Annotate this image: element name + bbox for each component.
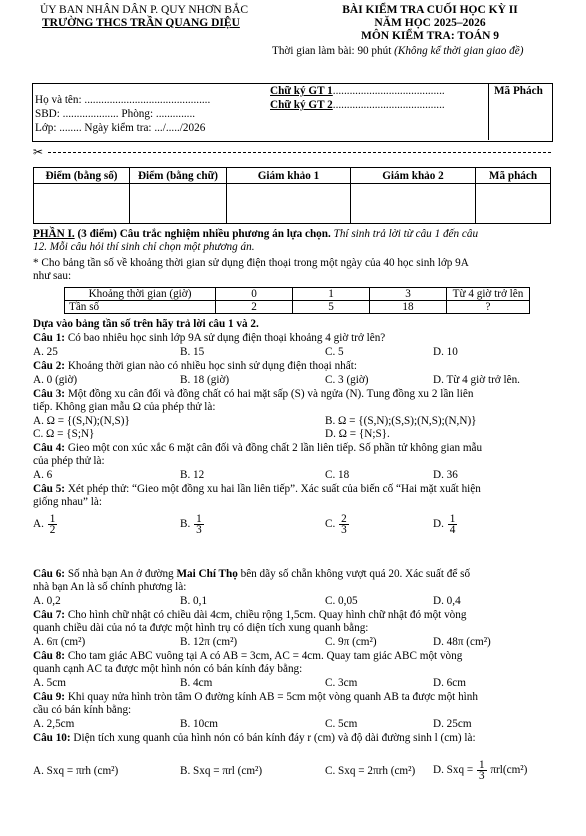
part1-intro-cont: như sau:	[33, 270, 72, 282]
freq-header-0: 0	[216, 288, 293, 301]
q8-label: Câu 8:	[33, 650, 66, 662]
question-2	[33, 360, 357, 373]
question-5	[33, 483, 481, 496]
q10-option-a[interactable]: A. Sxq = πrh (cm²)	[33, 765, 119, 777]
q5-d-num: 1	[449, 513, 456, 525]
freq-header-4plus: Từ 4 giờ trở lên	[447, 288, 530, 301]
signature-1[interactable]	[270, 85, 445, 97]
q3-option-a[interactable]: A. Ω = {(S,N);(N,S)}	[33, 415, 130, 427]
signature-1-label: Chữ ký GT 1	[270, 85, 333, 97]
signature-2-label: Chữ ký GT 2	[270, 99, 333, 111]
signature-2[interactable]	[270, 99, 445, 111]
q8-option-c[interactable]: C. 3cm	[325, 677, 358, 689]
freq-header-label: Khoảng thời gian (giờ)	[65, 288, 216, 301]
score-words-header: Điểm (bằng chữ)	[130, 168, 227, 184]
q3-option-b[interactable]: B. Ω = {(S,N);(S,S);(N,S);(N,N)}	[325, 415, 477, 427]
q5-b-letter: B.	[180, 518, 191, 531]
score-table	[33, 167, 551, 224]
q7-option-c[interactable]: C. 9π (cm²)	[325, 636, 377, 648]
q10-d-prefix: D. Sxq =	[433, 764, 474, 777]
examiner-2-header: Giám khảo 2	[351, 168, 476, 184]
q2-text: Khoảng thời gian nào có nhiều học sinh sử dụng điện thoại nhất:	[67, 360, 357, 372]
part1-heading	[33, 228, 478, 241]
question-9	[33, 691, 478, 704]
q8-text: Cho tam giác ABC vuông tại A có AB = 3cm, AC = 4cm. Quay tam giác ABC một vòng	[67, 650, 463, 662]
score-words-cell[interactable]	[130, 184, 227, 224]
q3-label: Câu 3:	[33, 388, 66, 400]
question-3	[33, 388, 473, 401]
q9-option-d[interactable]: D. 25cm	[433, 718, 472, 730]
question-4	[33, 442, 482, 455]
question-8	[33, 650, 462, 663]
q5-d-fraction	[448, 514, 458, 535]
q2-option-b[interactable]: B. 18 (giờ)	[180, 374, 230, 386]
q10-d-suffix: πrl(cm²)	[490, 764, 528, 777]
code-cell[interactable]	[476, 184, 551, 224]
q4-text: Gieo một con xúc xắc 6 mặt cân đối và đồng chất 2 lần liên tiếp. Số phần tử không gian mẫu	[67, 442, 483, 454]
q9-text-cont: cầu có bán kính bằng:	[33, 704, 132, 716]
q3-option-d[interactable]: D. Ω = {N;S}.	[325, 428, 390, 440]
freq-value-4plus: ?	[447, 301, 530, 314]
q6-option-c[interactable]: C. 0,05	[325, 595, 358, 607]
name-field[interactable]: Họ và tên: .............................................	[35, 94, 211, 106]
q9-option-a[interactable]: A. 2,5cm	[33, 718, 75, 730]
sbd-room-field[interactable]: SBD: .................... Phòng: ..............	[35, 108, 196, 120]
q1-label: Câu 1:	[33, 332, 66, 344]
q1-option-b[interactable]: B. 15	[180, 346, 205, 358]
q7-text: Cho hình chữ nhật có chiều dài 4cm, chiều rộng 1,5cm. Quay hình chữ nhật đó một vòng	[67, 609, 467, 621]
q6-option-a[interactable]: A. 0,2	[33, 595, 61, 607]
q5-a-letter: A.	[33, 518, 44, 531]
q9-option-b[interactable]: B. 10cm	[180, 718, 218, 730]
q1-option-c[interactable]: C. 5	[325, 346, 344, 358]
signature-2-dots: ........................................	[332, 99, 445, 111]
q6-option-b[interactable]: B. 0,1	[180, 595, 208, 607]
q6-text-cont: nhà bạn An là số chính phương là:	[33, 581, 187, 593]
examiner-2-cell[interactable]	[351, 184, 476, 224]
q4-option-c[interactable]: C. 18	[325, 469, 350, 481]
scissors-icon: ✂	[33, 145, 44, 159]
q5-text-cont: giống nhau” là:	[33, 496, 102, 508]
q8-option-a[interactable]: A. 5cm	[33, 677, 66, 689]
examiner-1-header: Giám khảo 1	[227, 168, 351, 184]
q6-label: Câu 6:	[33, 568, 66, 580]
q2-option-c[interactable]: C. 3 (giờ)	[325, 374, 369, 386]
freq-header-3: 3	[370, 288, 447, 301]
q5-option-c[interactable]	[325, 514, 350, 535]
q6-street: Mai Chí Thọ	[176, 568, 238, 580]
freq-header-1: 1	[293, 288, 370, 301]
q4-text-cont: của phép thử là:	[33, 455, 105, 467]
q9-option-c[interactable]: C. 5cm	[325, 718, 358, 730]
q4-label: Câu 4:	[33, 442, 66, 454]
q4-option-d[interactable]: D. 36	[433, 469, 458, 481]
school-year: NĂM HỌC 2025–2026	[374, 17, 486, 29]
q5-a-num: 1	[49, 513, 56, 525]
q6-text-post: bên dãy số chẵn không vượt quá 20. Xác suất để số	[237, 568, 471, 580]
q3-option-c[interactable]: C. Ω = {S;N}	[33, 428, 95, 440]
q5-a-den: 2	[49, 524, 56, 536]
authority: ỦY BAN NHÂN DÂN P. QUY NHƠN BẮC	[40, 4, 249, 16]
q5-c-letter: C.	[325, 518, 336, 531]
score-number-header: Điểm (bằng số)	[34, 168, 130, 184]
q10-option-d[interactable]	[433, 760, 527, 781]
part1-instruction: Thí sinh trả lời từ câu 1 đến câu	[333, 228, 479, 240]
q10-d-den: 3	[479, 770, 485, 782]
q10-d-num: 1	[479, 759, 485, 771]
q7-option-d[interactable]: D. 48π (cm²)	[433, 636, 491, 648]
q9-text: Khi quay nửa hình tròn tâm O đường kính AB = 5cm một vòng quanh AB ta được một hình	[67, 691, 478, 703]
subject: MÔN KIỂM TRA: TOÁN 9	[360, 30, 499, 42]
q2-label: Câu 2:	[33, 360, 66, 372]
freq-row-label: Tần số	[65, 301, 216, 314]
duration	[272, 45, 523, 57]
signature-1-dots: ........................................	[332, 85, 445, 97]
q1-text: Có bao nhiêu học sinh lớp 9A sử dụng điện thoại khoảng 4 giờ trở lên?	[67, 332, 386, 344]
q10-text: Diện tích xung quanh của hình nón có bán kính đáy r (cm) và độ dài đường sinh l (cm) là:	[73, 732, 476, 744]
q5-text: Xét phép thử: “Gieo một đồng xu hai lần liên tiếp”. Xác suất của biến cố “Hai mặt xuất hiện	[67, 483, 481, 495]
q5-b-den: 3	[196, 524, 202, 536]
q8-option-d[interactable]: D. 6cm	[433, 677, 466, 689]
q5-option-a[interactable]	[33, 514, 58, 535]
q5-option-b[interactable]	[180, 514, 205, 535]
q5-label: Câu 5:	[33, 483, 66, 495]
q7-option-a[interactable]: A. 6π (cm²)	[33, 636, 86, 648]
code-label: Mã Phách	[494, 85, 543, 97]
after-table-note: Dựa vào bảng tần số trên hãy trả lời câu 1 và 2.	[33, 318, 259, 330]
part1-instruction-cont: 12. Mỗi câu hỏi thí sinh chỉ chọn một phương án.	[33, 241, 255, 253]
class-date-field[interactable]: Lớp: ........ Ngày kiểm tra: .../...../2026	[35, 122, 206, 134]
question-1	[33, 332, 385, 345]
q10-label: Câu 10:	[33, 732, 71, 744]
part1-intro: * Cho bảng tần số về khoảng thời gian sử dụng điện thoại trong một ngày của 40 học sinh lớp 9A	[33, 257, 469, 269]
part1-title: PHẦN I.	[33, 228, 75, 240]
q1-option-a[interactable]: A. 25	[33, 346, 58, 358]
q3-text: Một đồng xu cân đối và đồng chất có hai mặt sấp (S) và ngửa (N). Tung đồng xu 2 lần liên	[67, 388, 474, 400]
q5-b-fraction	[194, 514, 204, 535]
q10-option-c[interactable]: C. Sxq = 2πrh (cm²)	[325, 765, 416, 777]
duration-text: Thời gian làm bài: 90 phút	[272, 45, 392, 57]
q6-option-d[interactable]: D. 0,4	[433, 595, 461, 607]
q1-option-d[interactable]: D. 10	[433, 346, 458, 358]
duration-note: (Không kể thời gian giao đề)	[394, 45, 524, 57]
score-number-cell[interactable]	[34, 184, 130, 224]
q5-a-fraction	[48, 514, 58, 535]
exam-title: BÀI KIỂM TRA CUỐI HỌC KỲ II	[342, 4, 518, 16]
q5-c-den: 3	[341, 524, 347, 536]
examiner-1-cell[interactable]	[227, 184, 351, 224]
q2-option-d[interactable]: D. Từ 4 giờ trở lên.	[433, 374, 520, 386]
q5-d-letter: D.	[433, 518, 444, 531]
q8-text-cont: quanh cạnh AC ta được một hình nón có bán kính đáy bằng:	[33, 663, 303, 675]
q5-c-num: 2	[341, 513, 347, 525]
frequency-table	[64, 287, 530, 314]
q5-c-fraction	[339, 514, 349, 535]
q7-option-b[interactable]: B. 12π (cm²)	[180, 636, 238, 648]
q5-b-num: 1	[196, 513, 202, 525]
question-7	[33, 609, 466, 622]
q10-d-fraction	[477, 760, 487, 781]
q6-text-pre: Số nhà bạn An ở đường	[67, 568, 177, 580]
q8-option-b[interactable]: B. 4cm	[180, 677, 213, 689]
cut-line	[48, 152, 551, 153]
freq-value-3: 18	[370, 301, 447, 314]
q4-option-b[interactable]: B. 12	[180, 469, 205, 481]
q4-option-a[interactable]: A. 6	[33, 469, 53, 481]
q10-option-b[interactable]: B. Sxq = πrl (cm²)	[180, 765, 263, 777]
q9-label: Câu 9:	[33, 691, 66, 703]
code-header: Mã phách	[476, 168, 551, 184]
school-name: TRƯỜNG THCS TRẦN QUANG DIỆU	[42, 17, 240, 29]
q5-option-d[interactable]	[433, 514, 458, 535]
q3-text-cont: tiếp. Không gian mẫu Ω của phép thử là:	[33, 401, 216, 413]
freq-value-0: 2	[216, 301, 293, 314]
student-box-divider	[488, 83, 489, 140]
q2-option-a[interactable]: A. 0 (giờ)	[33, 374, 78, 386]
question-10	[33, 732, 476, 745]
q7-text-cont: quanh chiều dài của nó ta được một hình trụ có diện tích xung quanh bằng:	[33, 622, 369, 634]
freq-value-1: 5	[293, 301, 370, 314]
part1-title-rest: (3 điểm) Câu trắc nghiệm nhiều phương án lựa chọn.	[77, 228, 331, 240]
q5-d-den: 4	[449, 524, 456, 536]
question-6	[33, 568, 470, 581]
q7-label: Câu 7:	[33, 609, 66, 621]
